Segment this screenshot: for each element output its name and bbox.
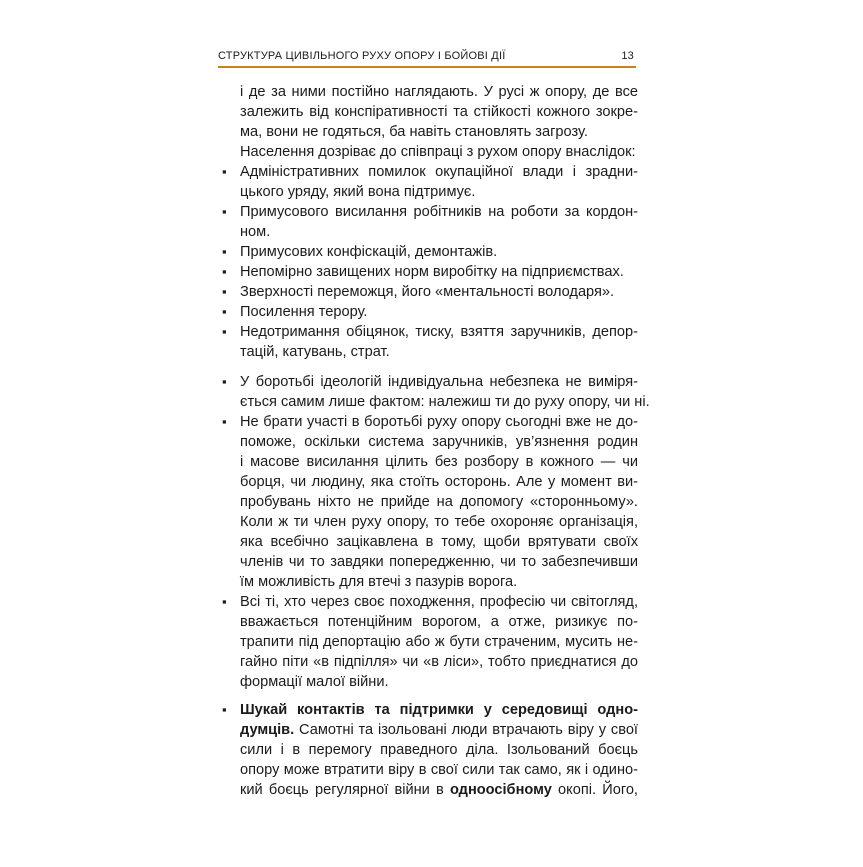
text-line: Примусового висилання робітників на роботи за кордон- — [240, 204, 638, 220]
text-line: формації малої війни. — [240, 674, 389, 690]
bullet-marker — [222, 242, 230, 250]
running-title: СТРУКТУРА ЦИВІЛЬНОГО РУХУ ОПОРУ І БОЙОВІ ДІЇ — [218, 50, 506, 62]
text-line: яка всебічно зацікавлена в тому, щоби врятувати своїх — [240, 534, 638, 550]
text-line: Зверхності переможця, його «ментальності володаря». — [240, 284, 615, 300]
text-line: борця, чи людину, яка стоїть осторонь. Але у момент ви- — [240, 474, 638, 490]
text-line: ється самим лише фактом: належиш ти до руху опору, чи ні. — [240, 394, 650, 410]
text-line: опору може втратити віру в свої сили так само, як і одино- — [240, 762, 638, 778]
text-line — [240, 700, 638, 720]
text-line: Примусових конфіскацій, демонтажів. — [240, 244, 498, 260]
text-line: Непомірно завищених норм виробітку на підприємствах. — [240, 264, 624, 280]
bullet-marker — [222, 592, 230, 600]
bullet-marker — [222, 282, 230, 290]
text-line: Посилення терору. — [240, 304, 368, 320]
bullet-marker — [222, 412, 230, 420]
text-line: Всі ті, хто через своє походження, професію чи світогляд, — [240, 594, 638, 610]
text-line: і де за ними постійно наглядають. У русі ж опору, де все — [240, 84, 638, 100]
text-line: Адміністративних помилок окупаційної влади і зрадни- — [240, 164, 638, 180]
text-line: цького уряду, який вона підтримує. — [240, 184, 476, 200]
line-text: Самотні та ізольовані люди втрачають віру у свої — [294, 722, 638, 738]
bold-text: Шукай контактів та підтримки у середовищі одно- — [240, 702, 638, 718]
text-line: поможе, оскільки система заручників, ув’язнення родин — [240, 434, 638, 450]
text-line: Не брати участі в боротьбі руху опору сьогодні вже не до- — [240, 414, 638, 430]
page-number: 13 — [621, 50, 634, 62]
text-line: тацій, катувань, страт. — [240, 344, 390, 360]
text-line: пробувань ніхто не прийде на допомогу «сторонньому». — [240, 494, 638, 510]
text-line: залежить від конспіративності та стійкості кожного зокре- — [240, 104, 638, 120]
text-line: трапити під депортацію або ж бути страченим, мусить не- — [240, 634, 638, 650]
line-text: окопі. Його, — [551, 782, 638, 798]
text-line: ма, вони не годяться, ба навіть становлять загрозу. — [240, 124, 588, 140]
line-text: кий боєць регулярної війни в — [240, 782, 450, 798]
text-line: ном. — [240, 224, 271, 240]
bold-text: думців. — [240, 722, 295, 738]
text-line: Населення дозріває до співпраці з рухом опору внаслідок: — [240, 144, 636, 160]
text-line: сили і в перемогу праведного діла. Ізольований боєць — [240, 742, 638, 758]
text-line: членів чи то завдяки попередженню, чи то забезпечивши — [240, 554, 638, 570]
bullet-marker — [222, 262, 230, 270]
bullet-marker — [222, 322, 230, 330]
page-header — [218, 44, 636, 68]
bullet-marker — [222, 162, 230, 170]
text-line: гайно піти «в підпілля» чи «в ліси», тобто приєднатися до — [240, 654, 638, 670]
bold-text: одноосібному — [449, 782, 552, 798]
text-line — [240, 720, 638, 740]
bullet-marker — [222, 700, 230, 708]
text-line: і масове висилання цілить без розбору в кожного — чи — [240, 454, 638, 470]
text-line: їм можливість для втечі з пазурів ворога. — [240, 574, 518, 590]
bullet-marker — [222, 302, 230, 310]
text-line — [240, 780, 638, 800]
text-line: У боротьбі ідеологій індивідуальна небезпека не виміря- — [240, 374, 638, 390]
bullet-marker — [222, 202, 230, 210]
text-line: вважається потенційним ворогом, а отже, ризикує по- — [240, 614, 638, 630]
bullet-marker — [222, 372, 230, 380]
text-line: Коли ж ти член руху опору, то тебе охороняє організація, — [240, 514, 638, 530]
text-line: Недотримання обіцянок, тиску, взяття заручників, депор- — [240, 324, 638, 340]
